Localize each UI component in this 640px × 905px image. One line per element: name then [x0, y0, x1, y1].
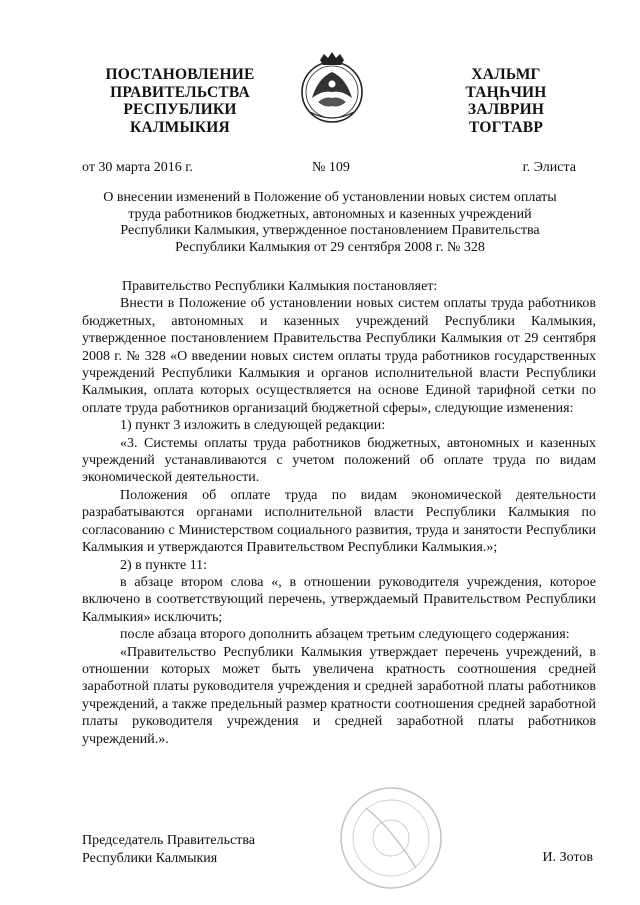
issuer-line: КАЛМЫКИЯ: [130, 118, 230, 136]
body-paragraph: «Правительство Республики Калмыкия утверждает перечень учреждений, в отношении которых может быть увеличена кратность соотношения средней заработной платы руководителя учреждения и средней заработной платы работников учреждений, а также предельный размер кратности соотношения средней заработной платы руководителя учреждения и средней заработной платы работников учреждений.».: [82, 644, 596, 747]
official-seal-stamp: [336, 778, 446, 898]
document-body: [82, 278, 596, 748]
signatory-name: И. Зотов: [542, 850, 593, 865]
coat-of-arms-emblem: [298, 52, 366, 126]
signatory-position: [82, 832, 255, 867]
body-paragraph: 1) пункт 3 изложить в следующей редакции:: [120, 418, 386, 434]
issuer-title-kalmyk: [450, 66, 562, 136]
issuer-line: РЕСПУБЛИКИ: [123, 101, 237, 118]
issuer-line: ПРАВИТЕЛЬСТВА: [110, 83, 250, 101]
signatory-position-line: Председатель Правительства: [82, 833, 255, 848]
document-date: от 30 марта 2016 г.: [82, 160, 193, 175]
body-paragraph: после абзаца второго дополнить абзацем третьим следующего содержания:: [120, 627, 570, 643]
issuer-line: ПОСТАНОВЛЕНИЕ: [105, 66, 255, 83]
preamble-paragraph: Правительство Республики Калмыкия постановляет:: [122, 279, 438, 294]
title-line: Республики Калмыкия от 29 сентября 2008 г. № 328: [175, 239, 485, 255]
issuer-line: ТОГТАВР: [468, 118, 544, 136]
title-line: труда работников бюджетных, автономных и казенных учреждений: [128, 206, 532, 222]
document-city: г. Элиста: [522, 160, 576, 175]
body-paragraph: Внести в Положение об установлении новых систем оплаты труда работников бюджетных, автономных и казенных учреждений Республики Калмыкия, утвержденное постановлением Правительства Республики Калмыкия от 29 сентября 2008 г. № 328 «О введении новых систем оплаты труда работников государственных учреждений Республики Калмыкия и органов исполнительной власти Республики Калмыкия, оплата которых осуществляется на основе Единой тарифной сетки по оплате труда работников организаций бюджетной сферы», следующие изменения:: [82, 296, 596, 416]
issuer-title-russian: [100, 66, 260, 136]
body-paragraph: Положения об оплате труда по видам экономической деятельности разрабатываются органами исполнительной власти Республики Калмыкия по согласованию с Министерством социального развития, труда и занятости Республики Калмыкия и утверждаются Правительством Республики Калмыкия.»;: [82, 487, 596, 556]
issuer-line: ХАЛЬМГ: [471, 66, 541, 83]
signatory-position-line: Республики Калмыкия: [82, 850, 218, 866]
issuer-line: ЗАЛВРИН: [467, 101, 545, 118]
title-line: Республики Калмыкия, утвержденное постановлением Правительства: [120, 223, 540, 238]
issuer-line: ТАҢҺЧИН: [465, 83, 547, 101]
document-title: [80, 190, 580, 256]
body-paragraph: 2) в пункте 11:: [120, 557, 208, 573]
title-line: О внесении изменений в Положение об установлении новых систем оплаты: [103, 190, 557, 205]
body-paragraph: «3. Системы оплаты труда работников бюджетных, автономных и казенных учреждений устанавливаются с учетом положений об оплате труда по видам экономической деятельности.: [82, 435, 596, 486]
body-paragraph: в абзаце втором слова «, в отношении руководителя учреждения, которое включено в соответствующий перечень, утверждаемый Правительством Республики Калмыкия» исключить;: [82, 574, 596, 625]
document-number: № 109: [312, 160, 350, 175]
